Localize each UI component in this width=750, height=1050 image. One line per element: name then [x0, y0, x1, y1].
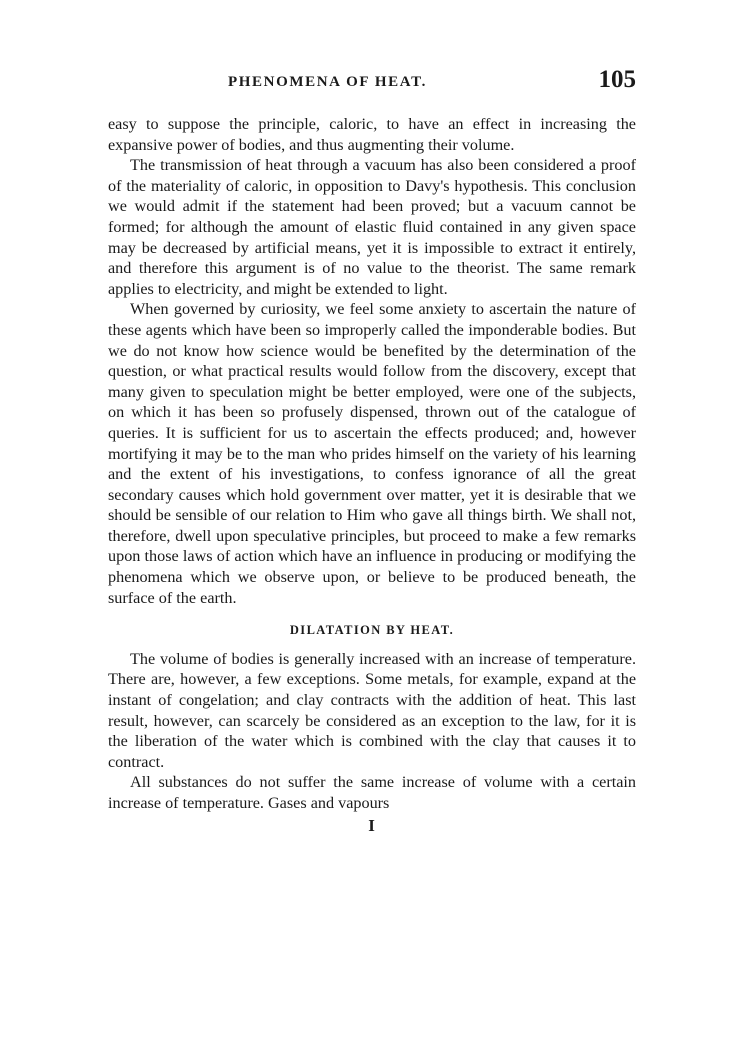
- paragraph-curiosity: When governed by curiosity, we feel some anxiety to ascertain the nature of these agents which have been so improperly called the imponderable bodies. But we do not know how science would be benefited by the determination of the question, or what practical results would follow from the discovery, except that many given to speculation might be better employed, were one of the subjects, on which it has been so profusely dispensed, thrown out of the catalogue of queries. It is sufficient for us to ascertain the effects produced; and, however mortifying it may be to the man who prides himself on the variety of his learning and the extent of his investigations, to confess ignorance of all the great secondary causes which hold government over matter, yet it is desirable that we should be sensible of our relation to Him who gave all things birth. We shall not, therefore, dwell upon speculative principles, but proceed to make a few remarks upon those laws of action which have an influence in producing or modifying the phenomena which we observe upon, or believe to be produced beneath, the surface of the earth.: [108, 300, 636, 607]
- running-title: PHENOMENA OF HEAT.: [228, 74, 427, 90]
- paragraph-vacuum: The transmission of heat through a vacuum has also been considered a proof of the materiality of caloric, in opposition to Davy's hypothesis. This conclusion we would admit if the statement had been proved; but a vacuum cannot be formed; for although the amount of elastic fluid contained in any given space may be decreased by artificial means, yet it is impossible to extract it entirely, and therefore this argument is of no value to the theorist. The same remark applies to electricity, and might be extended to light.: [108, 156, 636, 298]
- section-heading: DILATATION BY HEAT.: [289, 623, 455, 638]
- paragraph-continuation: easy to suppose the principle, caloric, to have an effect in increasing the expansive power of bodies, and thus augmenting their volume.: [108, 115, 636, 154]
- body-text: [108, 114, 636, 814]
- signature-mark: I: [368, 815, 376, 835]
- paragraph-substances: All substances do not suffer the same increase of volume with a certain increase of temperature. Gases and vapours: [108, 773, 636, 812]
- paragraph-volume: The volume of bodies is generally increased with an increase of temperature. There are, however, a few exceptions. Some metals, for example, expand at the instant of congelation; and clay contracts with the addition of heat. This last result, however, can scarcely be considered as an exception to the law, for it is the liberation of the water which is combined with the clay that causes it to contract.: [108, 649, 636, 771]
- book-page: [108, 66, 636, 836]
- page-number: 105: [598, 66, 636, 93]
- running-head: [108, 66, 636, 106]
